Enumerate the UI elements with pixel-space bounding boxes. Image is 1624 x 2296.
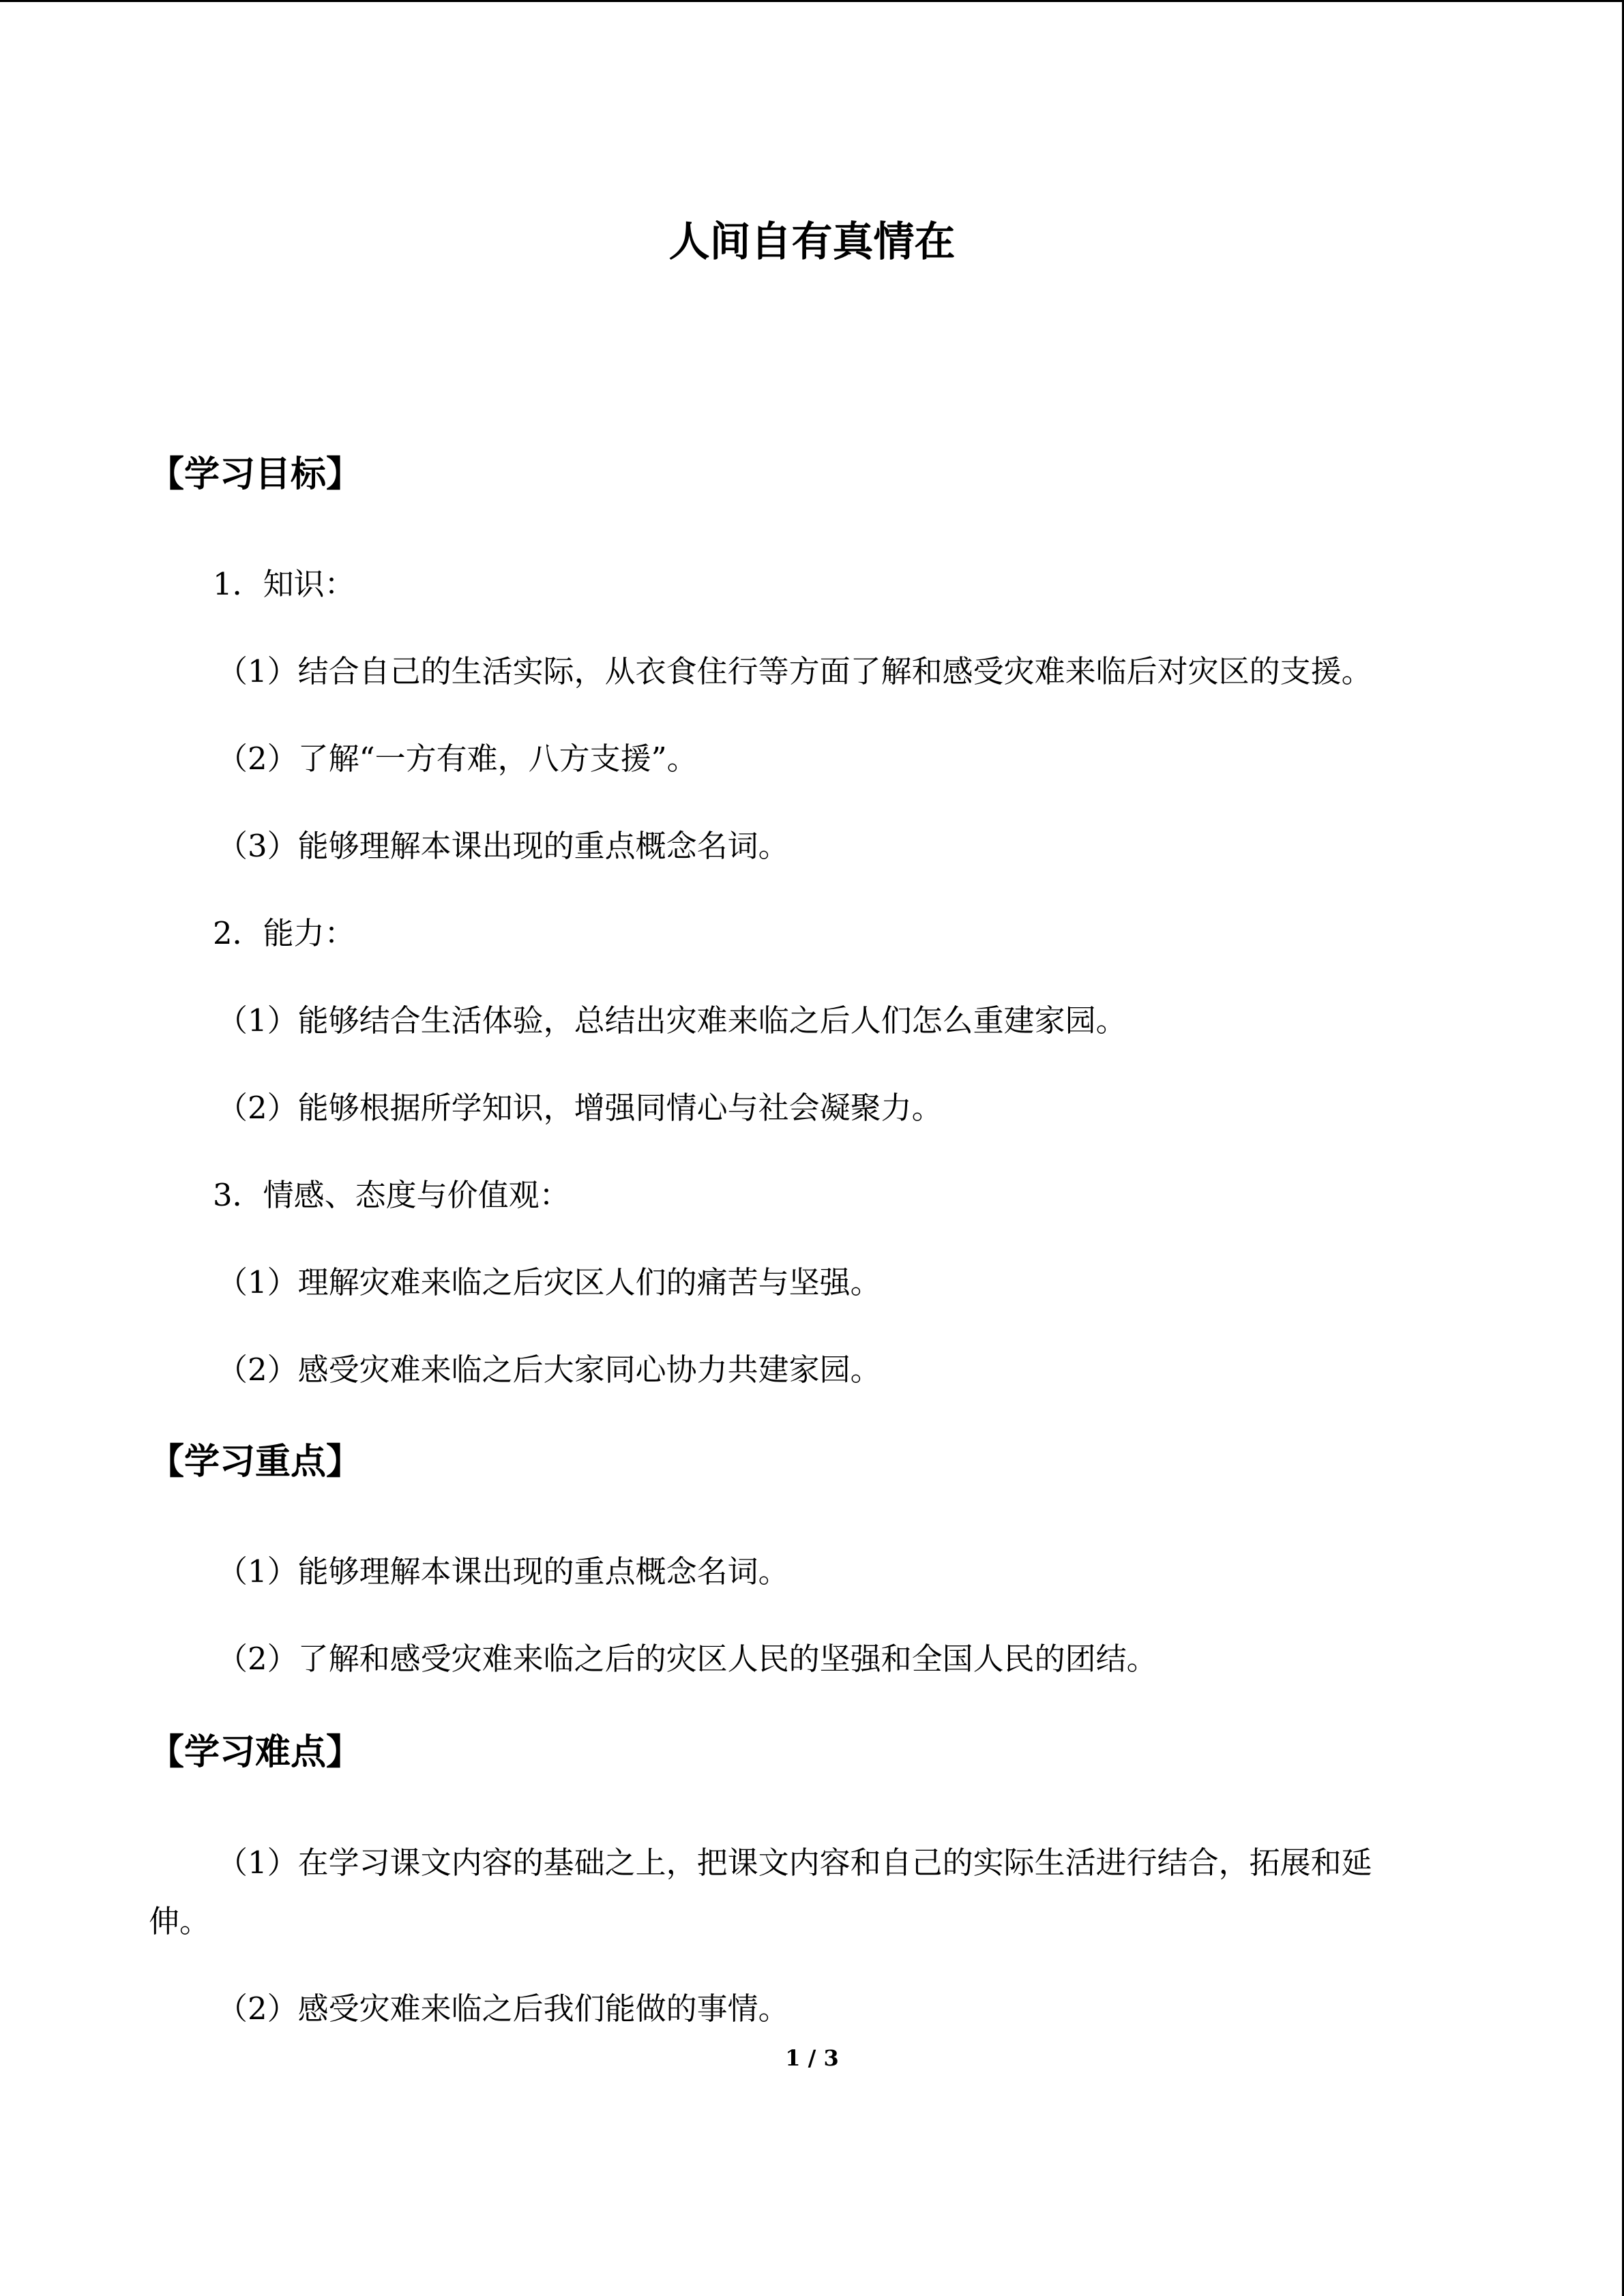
objective-attitude-label: 3．情感、态度与价值观：	[213, 1177, 570, 1213]
objective-ability-label: 2．能力：	[213, 915, 355, 951]
section-heading-key-points: 【学习重点】	[149, 1442, 362, 1482]
difficulty-item: （1）在学习课文内容的基础之上，把课文内容和自己的实际生活进行结合，拓展和延	[217, 1845, 1372, 1881]
objective-knowledge-item: （1）结合自己的生活实际，从衣食住行等方面了解和感受灾难来临后对灾区的支援。	[217, 653, 1372, 689]
difficulty-item: （2）感受灾难来临之后我们能做的事情。	[217, 1991, 789, 2027]
key-point-item: （2）了解和感受灾难来临之后的灾区人民的坚强和全国人民的团结。	[217, 1641, 1157, 1677]
difficulty-item-continuation: 伸。	[149, 1903, 211, 1939]
page-number: 1 / 3	[785, 2045, 839, 2071]
page-border-top	[0, 0, 1624, 2]
objective-knowledge-label: 1．知识：	[213, 566, 355, 602]
key-point-item: （1）能够理解本课出现的重点概念名词。	[217, 1553, 789, 1590]
objective-knowledge-item: （3）能够理解本课出现的重点概念名词。	[217, 828, 789, 864]
objective-attitude-item: （2）感受灾难来临之后大家同心协力共建家园。	[217, 1352, 881, 1388]
objective-ability-item: （1）能够结合生活体验，总结出灾难来临之后人们怎么重建家园。	[217, 1002, 1127, 1039]
objective-knowledge-item: （2）了解“一方有难，八方支援”。	[217, 741, 698, 777]
objective-ability-item: （2）能够根据所学知识，增强同情心与社会凝聚力。	[217, 1090, 943, 1126]
section-heading-difficulties: 【学习难点】	[149, 1732, 362, 1773]
objective-attitude-item: （1）理解灾难来临之后灾区人们的痛苦与坚强。	[217, 1264, 881, 1300]
document-title: 人间自有真情在	[668, 218, 956, 266]
section-heading-objectives: 【学习目标】	[149, 454, 362, 495]
